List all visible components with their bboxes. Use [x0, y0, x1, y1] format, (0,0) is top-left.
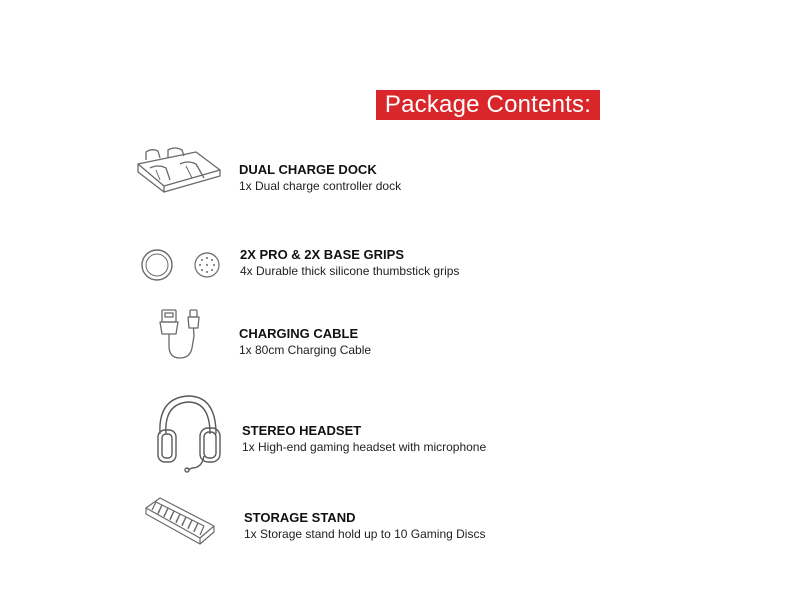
item-desc-stereo-headset: 1x High-end gaming headset with microphone — [242, 440, 487, 454]
usb-cable-icon — [156, 306, 216, 364]
item-desc-dual-charge-dock: 1x Dual charge controller dock — [239, 179, 402, 193]
item-desc-charging-cable: 1x 80cm Charging Cable — [239, 343, 372, 357]
item-title-storage-stand: STORAGE STAND — [244, 510, 356, 525]
item-desc-storage-stand: 1x Storage stand hold up to 10 Gaming Discs — [244, 527, 486, 541]
item-title-charging-cable: CHARGING CABLE — [239, 326, 359, 341]
item-title-grips: 2X PRO & 2X BASE GRIPS — [240, 247, 404, 262]
item-title-dual-charge-dock: DUAL CHARGE DOCK — [239, 162, 377, 177]
thumbstick-grips-icon — [140, 246, 224, 284]
item-title-stereo-headset: STEREO HEADSET — [242, 423, 362, 438]
item-desc-grips: 4x Durable thick silicone thumbstick grips — [240, 264, 460, 278]
storage-stand-icon — [142, 494, 218, 550]
charge-dock-icon — [134, 142, 224, 194]
headset-icon — [150, 390, 226, 474]
package-contents-header: Package Contents: — [376, 90, 600, 120]
